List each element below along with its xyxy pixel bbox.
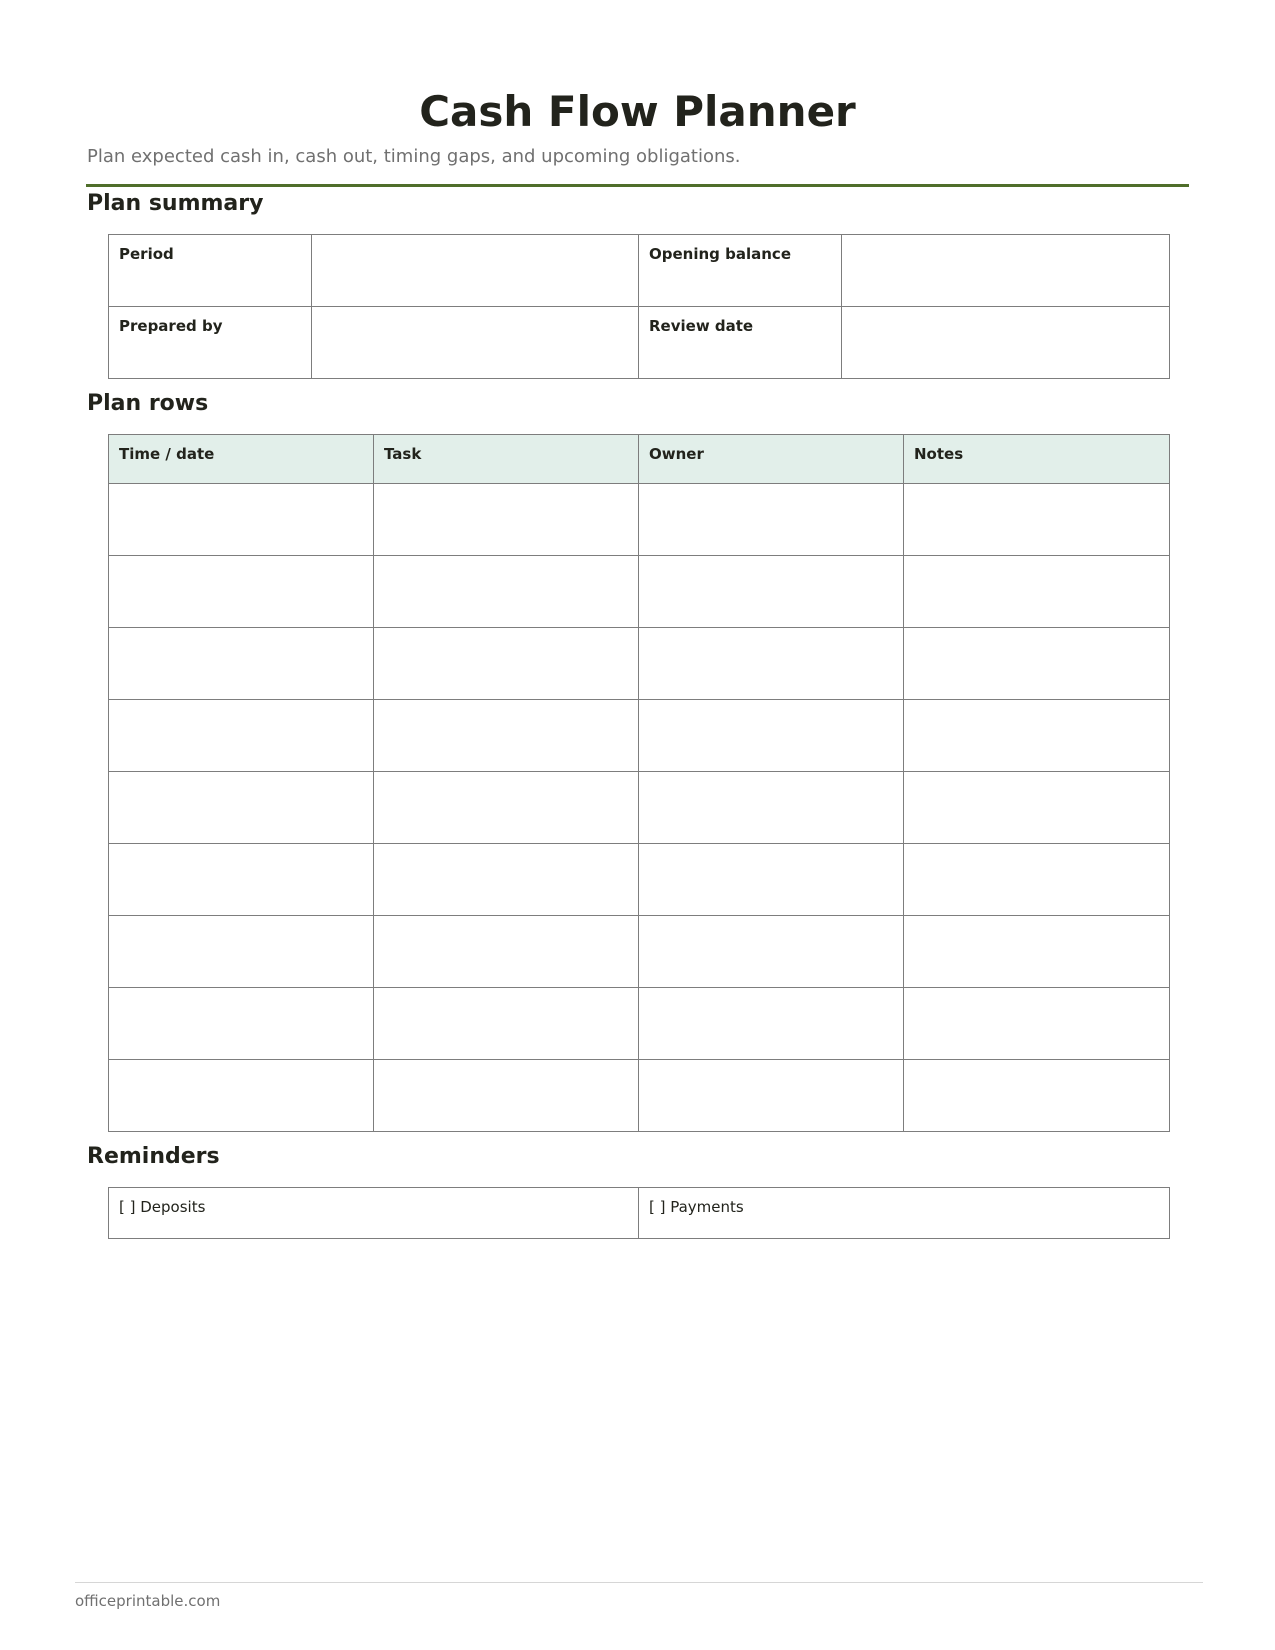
table-cell-task[interactable] bbox=[374, 556, 639, 628]
table-cell-notes[interactable] bbox=[904, 556, 1170, 628]
reminder-deposits[interactable]: [ ] Deposits bbox=[109, 1188, 639, 1239]
table-cell-owner[interactable] bbox=[639, 556, 904, 628]
table-cell-time-date[interactable] bbox=[109, 628, 374, 700]
table-cell-time-date[interactable] bbox=[109, 484, 374, 556]
table-cell-notes[interactable] bbox=[904, 844, 1170, 916]
table-cell-task[interactable] bbox=[374, 988, 639, 1060]
table-row bbox=[109, 772, 1170, 844]
table-cell-notes[interactable] bbox=[904, 1060, 1170, 1132]
table-cell-owner[interactable] bbox=[639, 1060, 904, 1132]
table-cell-owner[interactable] bbox=[639, 700, 904, 772]
page-subtitle: Plan expected cash in, cash out, timing gaps, and upcoming obligations. bbox=[87, 146, 741, 167]
plan-summary-table bbox=[108, 234, 1170, 379]
reminders-row bbox=[109, 1188, 1170, 1239]
footer-divider bbox=[75, 1582, 1203, 1583]
table-cell-notes[interactable] bbox=[904, 484, 1170, 556]
table-cell-task[interactable] bbox=[374, 844, 639, 916]
summary-field-opening-balance[interactable] bbox=[842, 235, 1170, 307]
column-header-task: Task bbox=[374, 435, 639, 484]
summary-field-prepared-by[interactable] bbox=[312, 307, 639, 379]
section-heading-plan-summary: Plan summary bbox=[87, 191, 264, 216]
table-cell-time-date[interactable] bbox=[109, 700, 374, 772]
table-row bbox=[109, 916, 1170, 988]
column-header-time-date: Time / date bbox=[109, 435, 374, 484]
table-row bbox=[109, 988, 1170, 1060]
column-header-owner: Owner bbox=[639, 435, 904, 484]
table-row bbox=[109, 484, 1170, 556]
table-cell-owner[interactable] bbox=[639, 844, 904, 916]
plan-rows-header bbox=[109, 435, 1170, 484]
table-cell-notes[interactable] bbox=[904, 700, 1170, 772]
table-cell-time-date[interactable] bbox=[109, 916, 374, 988]
table-cell-notes[interactable] bbox=[904, 988, 1170, 1060]
plan-rows-table bbox=[108, 434, 1170, 1132]
title-divider bbox=[86, 184, 1189, 187]
page-title: Cash Flow Planner bbox=[419, 87, 856, 136]
table-cell-notes[interactable] bbox=[904, 916, 1170, 988]
table-row bbox=[109, 556, 1170, 628]
summary-field-review-date[interactable] bbox=[842, 307, 1170, 379]
table-row bbox=[109, 700, 1170, 772]
footer-source: officeprintable.com bbox=[75, 1592, 221, 1610]
table-cell-time-date[interactable] bbox=[109, 988, 374, 1060]
table-cell-owner[interactable] bbox=[639, 772, 904, 844]
table-cell-owner[interactable] bbox=[639, 988, 904, 1060]
table-cell-owner[interactable] bbox=[639, 484, 904, 556]
table-cell-task[interactable] bbox=[374, 628, 639, 700]
table-cell-notes[interactable] bbox=[904, 628, 1170, 700]
table-row bbox=[109, 628, 1170, 700]
table-cell-owner[interactable] bbox=[639, 916, 904, 988]
summary-label-opening-balance: Opening balance bbox=[639, 235, 842, 307]
summary-label-period: Period bbox=[109, 235, 312, 307]
table-cell-notes[interactable] bbox=[904, 772, 1170, 844]
table-row bbox=[109, 844, 1170, 916]
table-cell-task[interactable] bbox=[374, 1060, 639, 1132]
table-row bbox=[109, 1060, 1170, 1132]
table-cell-task[interactable] bbox=[374, 916, 639, 988]
summary-row bbox=[109, 307, 1170, 379]
section-heading-plan-rows: Plan rows bbox=[87, 391, 209, 416]
table-cell-time-date[interactable] bbox=[109, 772, 374, 844]
table-cell-time-date[interactable] bbox=[109, 556, 374, 628]
table-cell-task[interactable] bbox=[374, 484, 639, 556]
table-cell-task[interactable] bbox=[374, 700, 639, 772]
summary-row bbox=[109, 235, 1170, 307]
table-cell-time-date[interactable] bbox=[109, 844, 374, 916]
reminders-table bbox=[108, 1187, 1170, 1239]
table-cell-owner[interactable] bbox=[639, 628, 904, 700]
reminder-payments[interactable]: [ ] Payments bbox=[639, 1188, 1170, 1239]
summary-label-review-date: Review date bbox=[639, 307, 842, 379]
summary-label-prepared-by: Prepared by bbox=[109, 307, 312, 379]
table-cell-task[interactable] bbox=[374, 772, 639, 844]
summary-field-period[interactable] bbox=[312, 235, 639, 307]
column-header-notes: Notes bbox=[904, 435, 1170, 484]
table-cell-time-date[interactable] bbox=[109, 1060, 374, 1132]
section-heading-reminders: Reminders bbox=[87, 1144, 220, 1169]
